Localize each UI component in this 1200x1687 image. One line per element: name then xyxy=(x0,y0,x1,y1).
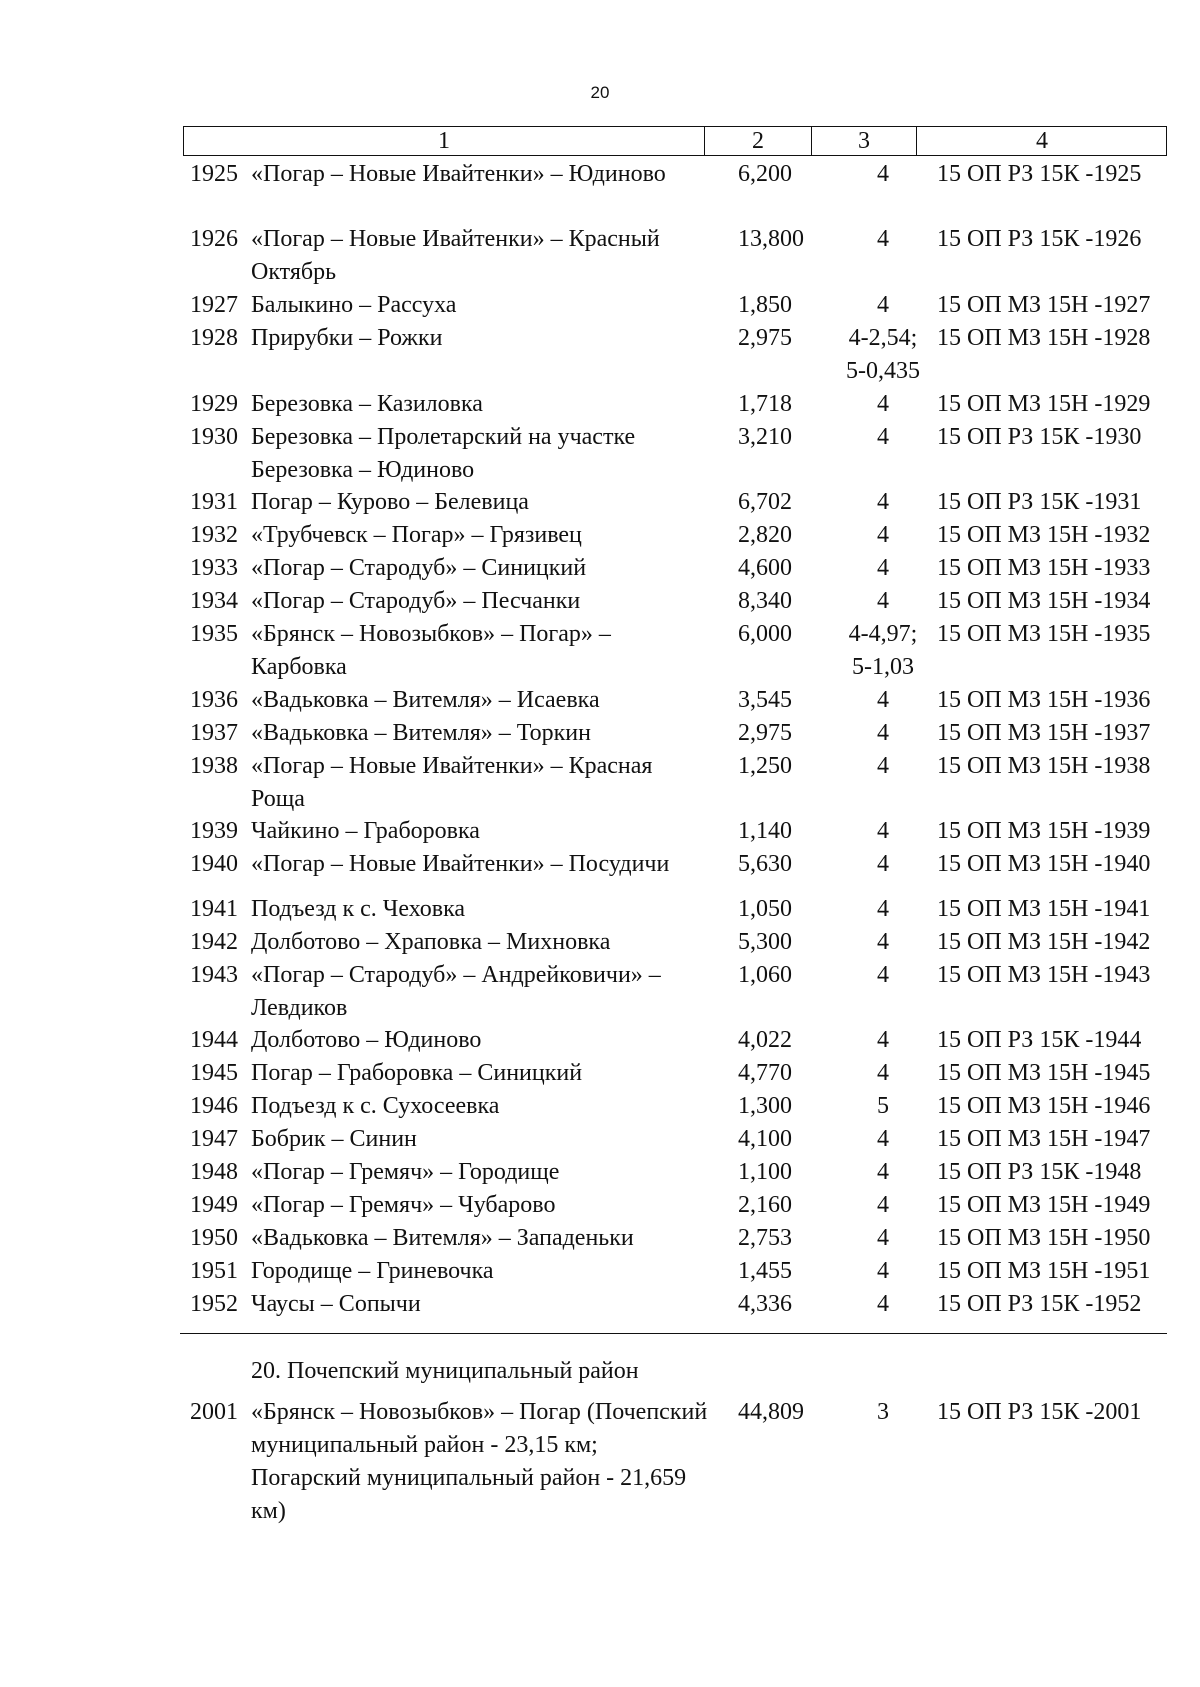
road-length: 4,022 xyxy=(738,1027,792,1053)
road-length: 8,340 xyxy=(738,588,792,614)
row-number: 1952 xyxy=(190,1291,238,1317)
road-name: «Погар – Гремяч» – Чубарово xyxy=(251,1192,556,1218)
road-category: 4 xyxy=(877,424,889,450)
road-length: 5,300 xyxy=(738,929,792,955)
road-category: 4 xyxy=(877,962,889,988)
road-name: Подъезд к с. Сухосеевка xyxy=(251,1093,500,1119)
row-number: 1929 xyxy=(190,391,238,417)
row-number: 1931 xyxy=(190,489,238,515)
road-code: 15 ОП РЗ 15К -1930 xyxy=(937,424,1142,450)
road-category: 4 xyxy=(877,1060,889,1086)
road-code: 15 ОП МЗ 15Н -1938 xyxy=(937,753,1151,779)
road-length: 6,000 xyxy=(738,621,792,647)
road-name: Чаусы – Сопычи xyxy=(251,1291,421,1317)
road-code: 15 ОП РЗ 15К -1925 xyxy=(937,161,1142,187)
row-number: 1930 xyxy=(190,424,238,450)
row-number: 1941 xyxy=(190,896,238,922)
row-number: 1926 xyxy=(190,226,238,252)
road-code: 15 ОП МЗ 15Н -1935 xyxy=(937,621,1151,647)
road-name: Прирубки – Рожки xyxy=(251,325,443,351)
road-length: 1,250 xyxy=(738,753,792,779)
row-number: 1928 xyxy=(190,325,238,351)
road-name: Городище – Гриневочка xyxy=(251,1258,494,1284)
road-category: 5 xyxy=(877,1093,889,1119)
road-category: 4 xyxy=(877,1291,889,1317)
road-length: 6,702 xyxy=(738,489,792,515)
road-name: «Погар – Новые Ивайтенки» – Посудичи xyxy=(251,851,670,877)
row-number: 1951 xyxy=(190,1258,238,1284)
row-number: 1940 xyxy=(190,851,238,877)
road-code: 15 ОП МЗ 15Н -1946 xyxy=(937,1093,1151,1119)
header-col-2: 2 xyxy=(752,128,764,154)
road-category: 4 xyxy=(877,391,889,417)
road-length: 3,545 xyxy=(738,687,792,713)
header-col-4: 4 xyxy=(1036,128,1048,154)
road-code: 15 ОП РЗ 15К -1931 xyxy=(937,489,1142,515)
road-code: 15 ОП МЗ 15Н -1934 xyxy=(937,588,1151,614)
header-col-3: 3 xyxy=(858,128,870,154)
road-code: 15 ОП МЗ 15Н -1936 xyxy=(937,687,1151,713)
row-number: 1938 xyxy=(190,753,238,779)
road-length: 13,800 xyxy=(738,226,804,252)
road-name: «Вадьковка – Витемля» – Исаевка xyxy=(251,687,600,713)
road-category: 4 xyxy=(877,1027,889,1053)
road-name: Бобрик – Синин xyxy=(251,1126,417,1152)
row-number: 1944 xyxy=(190,1027,238,1053)
road-code: 15 ОП РЗ 15К -1948 xyxy=(937,1159,1142,1185)
road-category: 4 xyxy=(877,226,889,252)
road-length: 1,300 xyxy=(738,1093,792,1119)
road-name: «Погар – Новые Ивайтенки» – Юдиново xyxy=(251,161,666,187)
row-number: 1942 xyxy=(190,929,238,955)
road-name: «Погар – Стародуб» – Синицкий xyxy=(251,555,587,581)
road-name: «Вадьковка – Витемля» – Западеньки xyxy=(251,1225,634,1251)
road-length: 1,060 xyxy=(738,962,792,988)
road-code: 15 ОП МЗ 15Н -1933 xyxy=(937,555,1151,581)
road-category: 4 xyxy=(877,489,889,515)
road-code: 15 ОП МЗ 15Н -1932 xyxy=(937,522,1151,548)
road-category: 3 xyxy=(877,1399,889,1425)
road-category: 4 xyxy=(877,522,889,548)
road-code: 15 ОП МЗ 15Н -1950 xyxy=(937,1225,1151,1251)
road-code: 15 ОП МЗ 15Н -1947 xyxy=(937,1126,1151,1152)
road-name: Погар – Граборовка – Синицкий xyxy=(251,1060,583,1086)
road-category: 4 xyxy=(877,818,889,844)
road-name: Балыкино – Рассуха xyxy=(251,292,457,318)
road-category: 4 xyxy=(877,720,889,746)
road-name: «Погар – Новые Ивайтенки» – Красный Октябрь xyxy=(251,226,660,285)
row-number: 1935 xyxy=(190,621,238,647)
road-code: 15 ОП МЗ 15Н -1929 xyxy=(937,391,1151,417)
road-length: 3,210 xyxy=(738,424,792,450)
road-category: 4 xyxy=(877,555,889,581)
road-category: 4 xyxy=(877,929,889,955)
road-name: «Погар – Гремяч» – Городище xyxy=(251,1159,560,1185)
road-name: Подъезд к с. Чеховка xyxy=(251,896,466,922)
road-category: 4 xyxy=(877,292,889,318)
road-name: Березовка – Пролетарский на участке Березовка – Юдиново xyxy=(251,424,636,483)
road-length: 2,753 xyxy=(738,1225,792,1251)
road-code: 15 ОП МЗ 15Н -1951 xyxy=(937,1258,1151,1284)
header-col-1: 1 xyxy=(438,128,450,154)
road-category: 4 xyxy=(877,161,889,187)
road-length: 1,850 xyxy=(738,292,792,318)
row-number: 1937 xyxy=(190,720,238,746)
row-number: 1939 xyxy=(190,818,238,844)
road-name: «Брянск – Новозыбков» – Погар (Почепский муниципальный район - 23,15 км; Погарский муниципальный район - 21,659 км) xyxy=(251,1399,708,1524)
road-category: 4 xyxy=(877,753,889,779)
page-number: 20 xyxy=(590,83,610,102)
row-number: 1934 xyxy=(190,588,238,614)
road-category: 4 xyxy=(877,1225,889,1251)
road-category: 4 xyxy=(877,896,889,922)
road-code: 15 ОП РЗ 15К -2001 xyxy=(937,1399,1142,1425)
road-category: 4 xyxy=(877,1159,889,1185)
road-length: 44,809 xyxy=(738,1399,804,1425)
road-name: «Трубчевск – Погар» – Грязивец xyxy=(251,522,582,548)
row-number: 1947 xyxy=(190,1126,238,1152)
road-code: 15 ОП МЗ 15Н -1940 xyxy=(937,851,1151,877)
road-name: «Погар – Стародуб» – Песчанки xyxy=(251,588,581,614)
row-number: 1945 xyxy=(190,1060,238,1086)
road-length: 2,975 xyxy=(738,325,792,351)
road-length: 2,975 xyxy=(738,720,792,746)
road-name: Долботово – Юдиново xyxy=(251,1027,482,1053)
row-number: 1932 xyxy=(190,522,238,548)
road-length: 1,455 xyxy=(738,1258,792,1284)
road-length: 4,600 xyxy=(738,555,792,581)
road-category: 4 xyxy=(877,1126,889,1152)
road-name: «Брянск – Новозыбков» – Погар» – Карбовка xyxy=(251,621,611,680)
road-length: 5,630 xyxy=(738,851,792,877)
row-number: 1936 xyxy=(190,687,238,713)
row-number: 1943 xyxy=(190,962,238,988)
road-length: 1,050 xyxy=(738,896,792,922)
road-code: 15 ОП МЗ 15Н -1949 xyxy=(937,1192,1151,1218)
road-length: 1,718 xyxy=(738,391,792,417)
road-code: 15 ОП МЗ 15Н -1941 xyxy=(937,896,1151,922)
row-number: 1933 xyxy=(190,555,238,581)
road-category: 4 xyxy=(877,687,889,713)
road-name: «Погар – Стародуб» – Андрейковичи» – Левдиков xyxy=(251,962,661,1021)
road-code: 15 ОП МЗ 15Н -1937 xyxy=(937,720,1151,746)
row-number: 1948 xyxy=(190,1159,238,1185)
table-bottom-rule xyxy=(180,1333,1167,1334)
road-code: 15 ОП РЗ 15К -1952 xyxy=(937,1291,1142,1317)
road-length: 2,160 xyxy=(738,1192,792,1218)
road-code: 15 ОП МЗ 15Н -1945 xyxy=(937,1060,1151,1086)
road-length: 2,820 xyxy=(738,522,792,548)
road-category: 4 xyxy=(877,588,889,614)
table-header xyxy=(183,126,1167,156)
road-category: 4-2,54; 5-0,435 xyxy=(846,325,920,384)
road-code: 15 ОП МЗ 15Н -1939 xyxy=(937,818,1151,844)
road-category: 4 xyxy=(877,851,889,877)
road-length: 1,100 xyxy=(738,1159,792,1185)
road-name: «Погар – Новые Ивайтенки» – Красная Роща xyxy=(251,753,653,812)
road-code: 15 ОП МЗ 15Н -1928 xyxy=(937,325,1151,351)
section-title: 20. Почепский муниципальный район xyxy=(251,1358,639,1384)
row-number: 2001 xyxy=(190,1399,238,1425)
road-length: 4,770 xyxy=(738,1060,792,1086)
road-name: «Вадьковка – Витемля» – Торкин xyxy=(251,720,591,746)
road-name: Погар – Курово – Белевица xyxy=(251,489,529,515)
road-name: Долботово – Храповка – Михновка xyxy=(251,929,611,955)
road-code: 15 ОП РЗ 15К -1926 xyxy=(937,226,1142,252)
road-code: 15 ОП МЗ 15Н -1942 xyxy=(937,929,1151,955)
road-category: 4-4,97; 5-1,03 xyxy=(848,621,918,680)
road-name: Чайкино – Граборовка xyxy=(251,818,480,844)
road-category: 4 xyxy=(877,1192,889,1218)
road-code: 15 ОП МЗ 15Н -1943 xyxy=(937,962,1151,988)
row-number: 1927 xyxy=(190,292,238,318)
road-length: 6,200 xyxy=(738,161,792,187)
road-category: 4 xyxy=(877,1258,889,1284)
row-number: 1925 xyxy=(190,161,238,187)
road-name: Березовка – Казиловка xyxy=(251,391,483,417)
road-length: 4,336 xyxy=(738,1291,792,1317)
road-length: 1,140 xyxy=(738,818,792,844)
row-number: 1946 xyxy=(190,1093,238,1119)
road-code: 15 ОП МЗ 15Н -1927 xyxy=(937,292,1151,318)
row-number: 1950 xyxy=(190,1225,238,1251)
road-code: 15 ОП РЗ 15К -1944 xyxy=(937,1027,1142,1053)
road-length: 4,100 xyxy=(738,1126,792,1152)
row-number: 1949 xyxy=(190,1192,238,1218)
